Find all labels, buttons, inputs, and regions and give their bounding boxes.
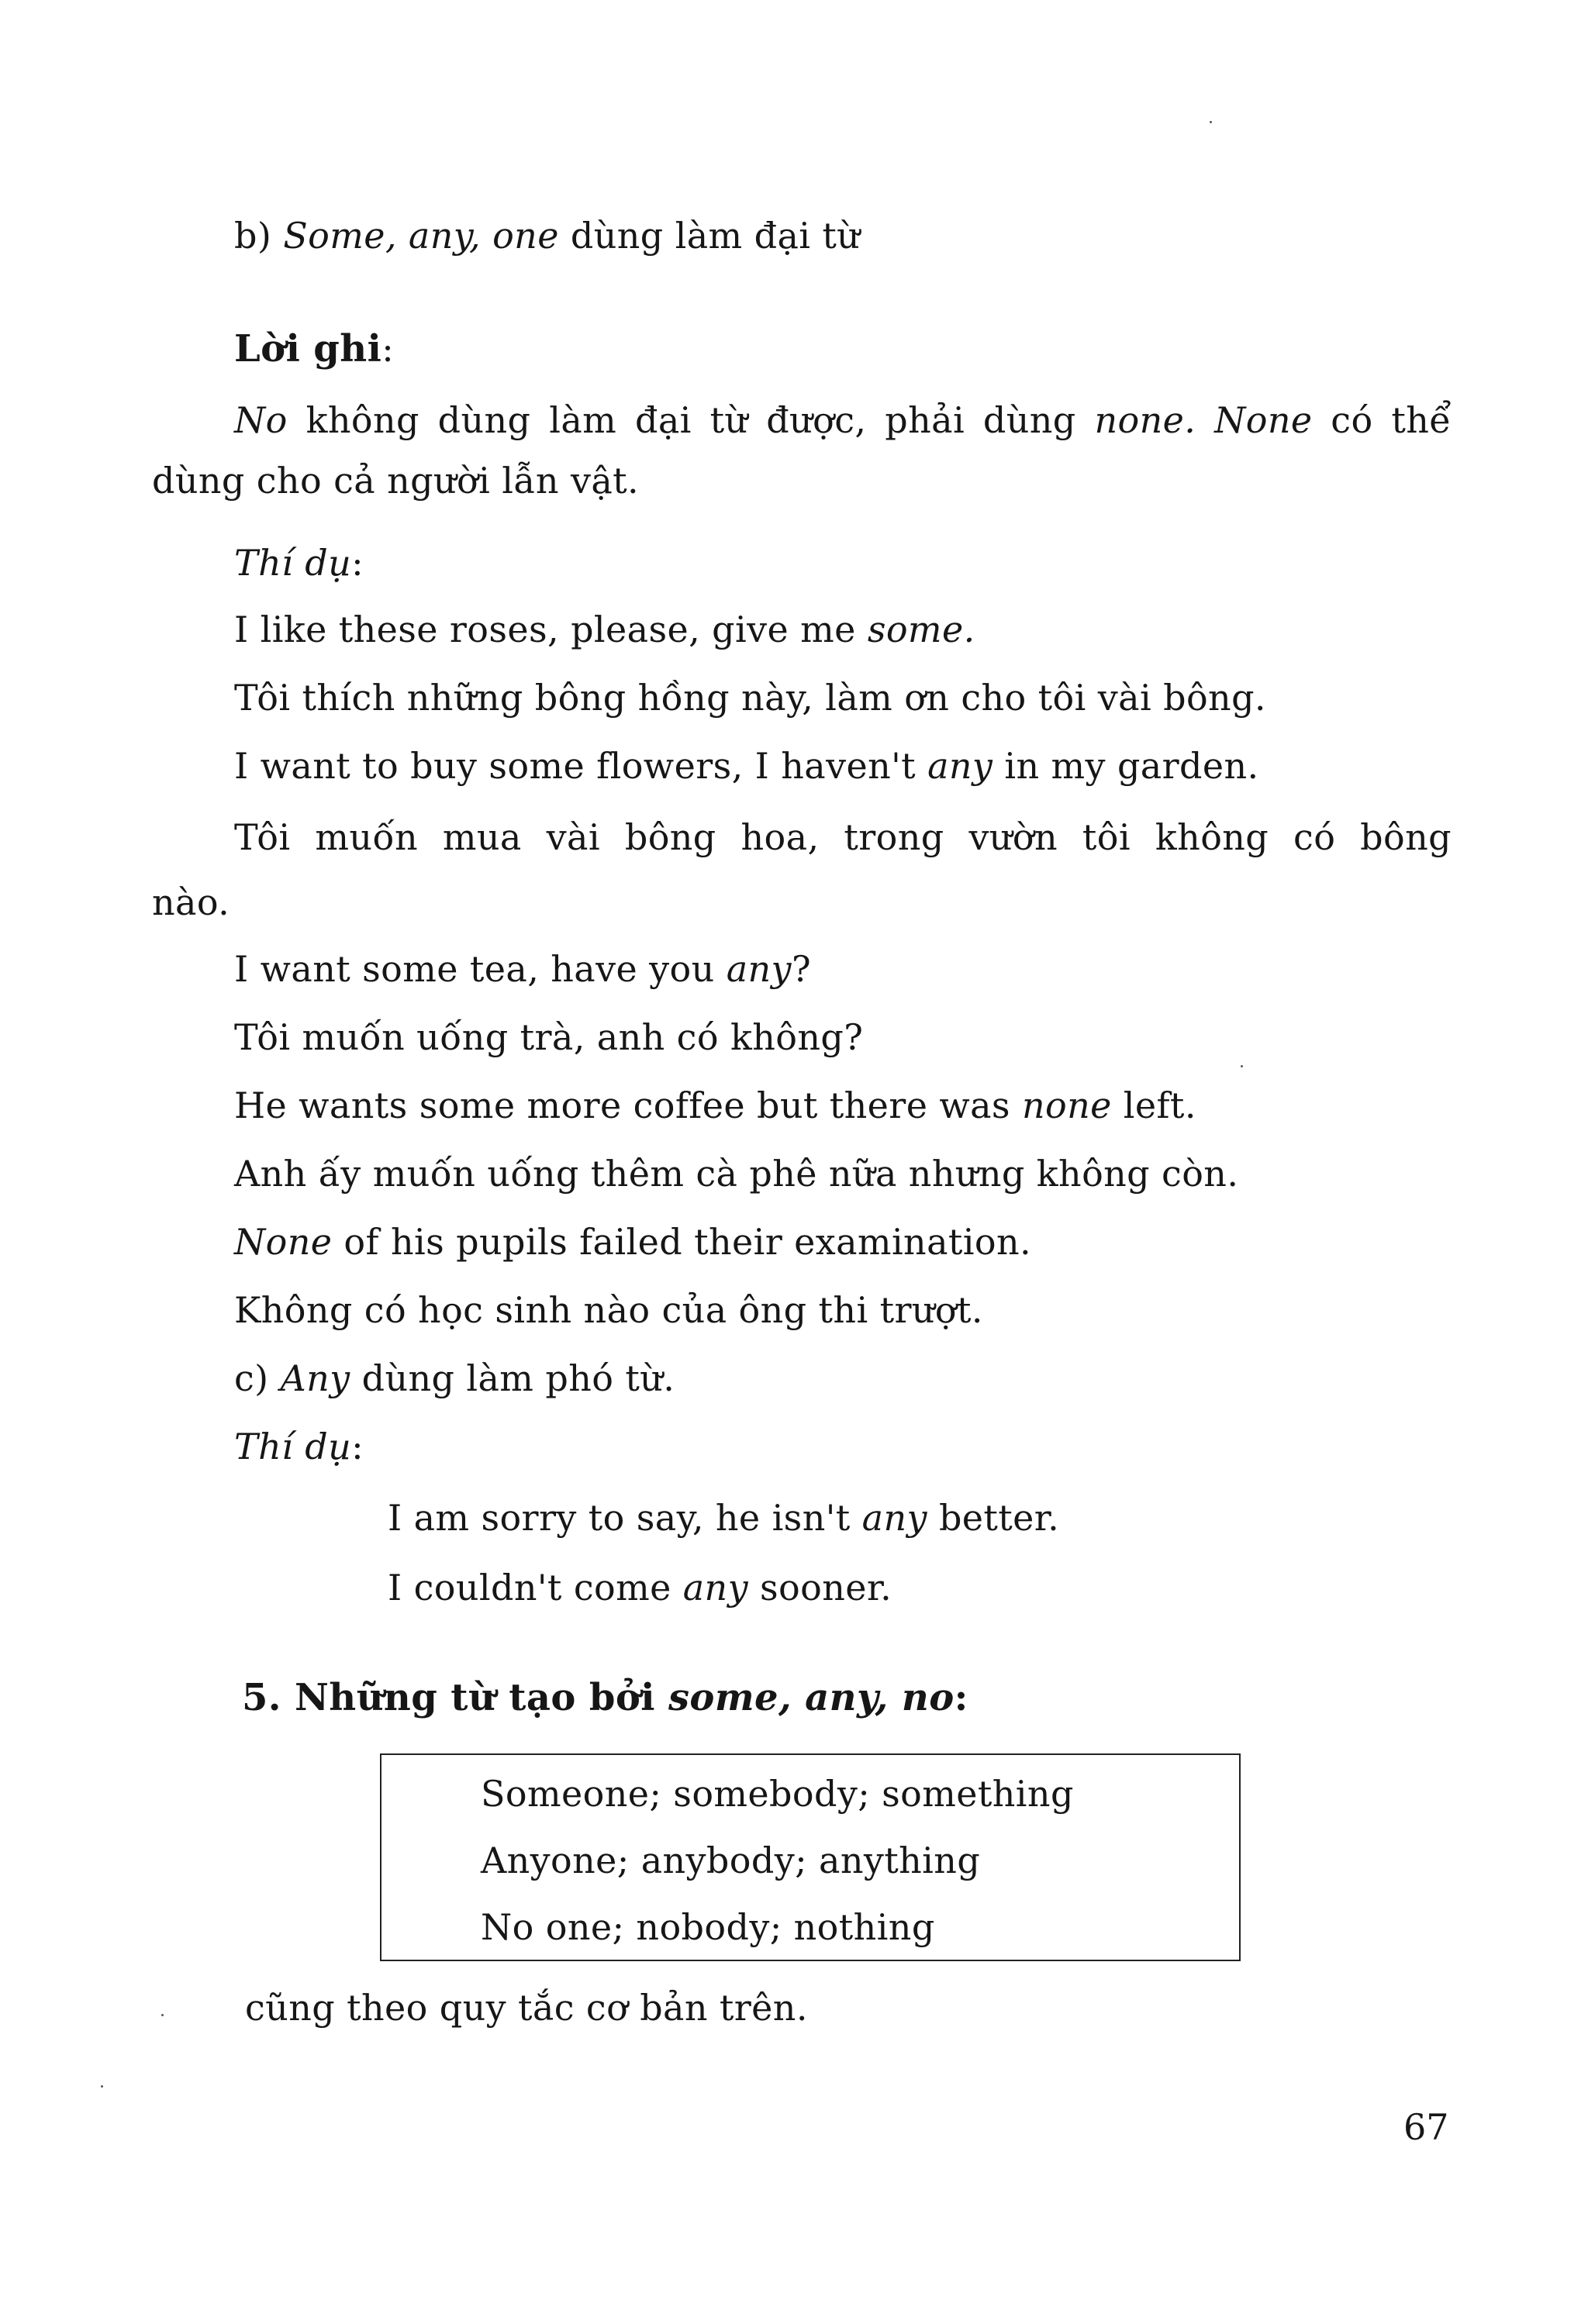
example-3-text-c: in my garden. — [992, 745, 1259, 787]
box-line-some: Someone; somebody; something — [481, 1773, 1074, 1815]
example-label-2-colon: : — [351, 1426, 364, 1467]
example-12 — [388, 1564, 892, 1611]
compound-words-box — [380, 1753, 1241, 1961]
note-text-3: có thể — [1312, 399, 1452, 441]
example-9-text: of his pupils failed their examination. — [332, 1221, 1032, 1263]
note-word-none: none. — [1094, 399, 1196, 441]
example-5-text-a: I want some tea, have you — [234, 948, 727, 990]
example-7-text-c: left. — [1111, 1084, 1196, 1126]
scan-speck — [1241, 1065, 1243, 1067]
example-label-2-text: Thí dụ — [234, 1426, 352, 1467]
example-3-emphasis: any — [927, 745, 993, 787]
note-word-no: No — [234, 399, 288, 441]
note-text-1: không dùng làm đại từ được, phải dùng — [287, 399, 1095, 441]
note-heading — [234, 326, 394, 372]
section-c-heading — [234, 1355, 675, 1402]
example-1 — [234, 606, 975, 653]
example-11-text-a: I am sorry to say, he isn't — [388, 1497, 862, 1539]
example-label-1-colon: : — [351, 542, 364, 584]
scan-speck — [1210, 121, 1212, 123]
example-4-line-2: nào. — [152, 881, 230, 923]
closing-line: cũng theo quy tắc cơ bản trên. — [245, 1987, 808, 2029]
example-11-text-c: better. — [927, 1497, 1060, 1539]
box-line-no: No one; nobody; nothing — [481, 1906, 935, 1948]
example-12-text-c: sooner. — [747, 1567, 892, 1609]
example-6: Tôi muốn uống trà, anh có không? — [234, 1016, 864, 1058]
example-12-emphasis: any — [682, 1567, 748, 1609]
note-label: Lời ghi — [234, 327, 382, 371]
example-1-emphasis: some. — [867, 609, 975, 650]
section-5-heading — [242, 1674, 968, 1721]
note-paragraph-line-2: dùng cho cả người lẫn vật. — [152, 460, 640, 502]
section-b-terms: Some, any, one — [283, 215, 559, 257]
example-label-1-text: Thí dụ — [234, 542, 352, 584]
example-7 — [234, 1082, 1196, 1129]
example-4-line-1: Tôi muốn mua vài bông hoa, trong vườn tôi không có bông — [234, 816, 1452, 858]
section-c-prefix: c) — [234, 1357, 281, 1399]
section-5-text: Những từ tạo bởi — [295, 1676, 668, 1719]
example-11 — [388, 1495, 1059, 1541]
section-c-rest: dùng làm phó từ. — [350, 1357, 675, 1399]
example-5 — [234, 946, 811, 992]
scan-speck — [101, 2085, 103, 2088]
section-b-heading — [234, 212, 860, 259]
note-text-2 — [1196, 399, 1214, 441]
section-c-term: Any — [280, 1357, 350, 1399]
scan-speck — [161, 2014, 164, 2016]
example-11-emphasis: any — [861, 1497, 927, 1539]
example-2: Tôi thích những bông hồng này, làm ơn cho tôi vài bông. — [234, 677, 1266, 719]
example-7-emphasis: none — [1021, 1084, 1112, 1126]
section-5-terms: some, any, no — [668, 1676, 955, 1719]
example-8: Anh ấy muốn uống thêm cà phê nữa nhưng không còn. — [234, 1153, 1239, 1195]
example-3 — [234, 743, 1259, 789]
note-paragraph-line-1 — [234, 397, 1452, 443]
section-b-prefix: b) — [234, 215, 284, 257]
example-3-text-a: I want to buy some flowers, I haven't — [234, 745, 928, 787]
example-label-2 — [234, 1423, 364, 1470]
example-10: Không có học sinh nào của ông thi trượt. — [234, 1289, 983, 1331]
example-5-emphasis: any — [726, 948, 792, 990]
example-7-text-a: He wants some more coffee but there was — [234, 1084, 1022, 1126]
example-9 — [234, 1219, 1031, 1265]
example-5-text-c: ? — [791, 948, 811, 990]
example-1-text: I like these roses, please, give me — [234, 609, 868, 650]
page-number: 67 — [1403, 2106, 1449, 2148]
example-12-text-a: I couldn't come — [388, 1567, 683, 1609]
note-word-none-cap: None — [1214, 399, 1313, 441]
section-b-rest: dùng làm đại từ — [558, 215, 861, 257]
box-line-any: Anyone; anybody; anything — [481, 1840, 981, 1881]
section-5-number: 5. — [242, 1676, 295, 1719]
note-colon: : — [381, 328, 395, 370]
section-5-colon: : — [954, 1676, 968, 1719]
example-9-emphasis: None — [234, 1221, 333, 1263]
example-label-1 — [234, 540, 364, 586]
